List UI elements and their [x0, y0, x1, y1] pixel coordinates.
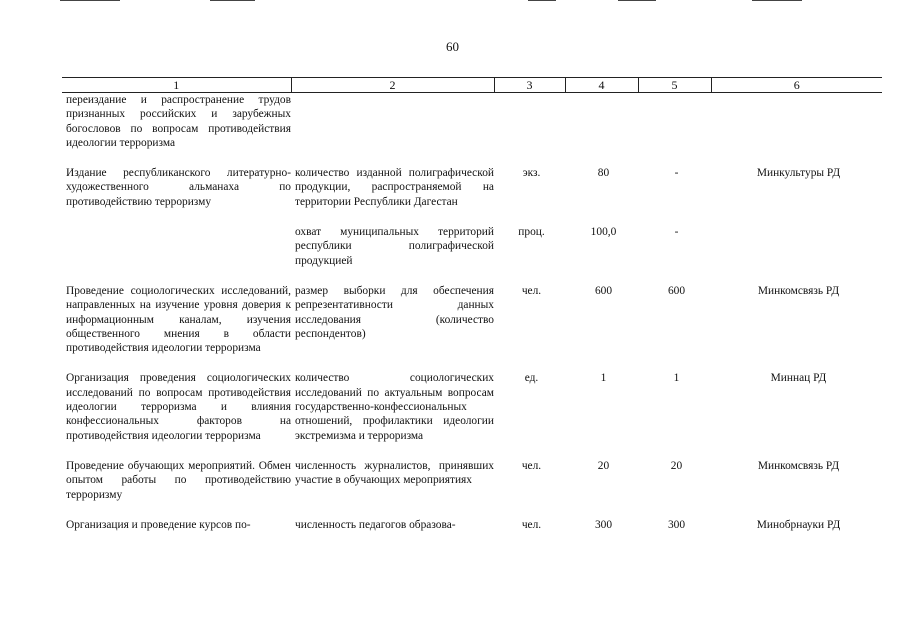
- table-row: [62, 284, 882, 371]
- indicator-cell: количество изданной полиграфической продукции, распространяемой на территории Республики Дагестан: [295, 167, 494, 208]
- value-4-cell: 20: [597, 459, 610, 472]
- executor-cell: Минобрнауки РД: [756, 518, 841, 531]
- value-4-cell: 80: [597, 167, 610, 180]
- table-row: [62, 518, 882, 532]
- indicator-cell: количество социологических исследований по актуальным вопросам государственно-конфессиональных отношений, профилактики идеологии экстремизма и терроризма: [295, 372, 494, 442]
- value-5-cell: 1: [673, 372, 680, 385]
- column-header-6: 6: [711, 78, 882, 93]
- unit-cell: ед.: [524, 372, 539, 385]
- scan-edge-mark: [60, 0, 120, 1]
- table-row: [62, 166, 882, 225]
- activity-cell: Организация проведения социологических исследований по вопросам противодействия идеологии терроризма и влияния конфессиональных факторов на противодействия идеологии терроризма: [66, 372, 291, 442]
- column-header-1: 1: [62, 78, 291, 93]
- column-header-4: 4: [565, 78, 638, 93]
- table-header-row: [62, 78, 882, 93]
- column-header-2: 2: [291, 78, 494, 93]
- executor-cell: Минкультуры РД: [756, 167, 841, 180]
- activity-cell: Проведение социологических исследований, направленных на изучение уровня доверия к информационным каналам, изучения общественного мнения в области противодействия идеологии терроризма: [66, 284, 291, 355]
- table-row: [62, 459, 882, 518]
- executor-cell: Миннац РД: [770, 372, 827, 385]
- executor-cell: Минкомсвязь РД: [757, 459, 840, 472]
- scan-edge-mark: [210, 0, 255, 1]
- indicator-cell: размер выборки для обеспечения репрезентативности данных исследования (количество респондентов): [295, 284, 494, 340]
- indicator-cell: численность педагогов образова-: [295, 518, 456, 531]
- unit-cell: экз.: [522, 167, 541, 180]
- activity-cell: [62, 225, 291, 284]
- unit-cell: чел.: [521, 518, 542, 531]
- unit-cell: [494, 93, 565, 167]
- value-5-cell: 20: [670, 459, 683, 472]
- unit-cell: чел.: [521, 284, 542, 297]
- column-header-3: 3: [494, 78, 565, 93]
- value-4-cell: 300: [594, 518, 613, 531]
- table-row: [62, 371, 882, 458]
- value-5-cell: 600: [667, 284, 686, 297]
- scan-edge-mark: [752, 0, 802, 1]
- value-4-cell: 1: [600, 372, 607, 385]
- activity-cell: переиздание и распространение трудов признанных российских и зарубежных богословов по вопросам противодействия идеологии терроризма: [66, 94, 291, 149]
- indicator-cell: численность журналистов, принявших участие в обучающих мероприятиях: [295, 459, 494, 487]
- column-header-5: 5: [638, 78, 711, 93]
- activity-cell: Издание республиканского литературно-художественного альманаха по противодействию терроризму: [66, 167, 291, 208]
- value-5-cell: -: [674, 226, 679, 239]
- value-5-cell: -: [674, 167, 679, 180]
- value-5-cell: [638, 93, 711, 167]
- unit-cell: проц.: [518, 226, 545, 239]
- table-row: [62, 225, 882, 284]
- value-4-cell: 600: [594, 284, 613, 297]
- value-4-cell: [565, 93, 638, 167]
- activity-cell: Проведение обучающих мероприятий. Обмен опытом работы по противодействию терроризму: [66, 459, 291, 501]
- executor-cell: [711, 225, 882, 284]
- unit-cell: чел.: [521, 459, 542, 472]
- scan-edge-mark: [528, 0, 556, 1]
- executor-cell: Минкомсвязь РД: [757, 284, 840, 297]
- activity-cell: Организация и проведение курсов по-: [66, 518, 251, 531]
- value-4-cell: 100,0: [590, 226, 617, 239]
- scan-edge-mark: [618, 0, 656, 1]
- value-5-cell: 300: [667, 518, 686, 531]
- page-number: 60: [446, 39, 459, 54]
- indicator-cell: [291, 93, 494, 167]
- executor-cell: [711, 93, 882, 167]
- measures-table: [62, 77, 882, 532]
- table-row: [62, 93, 882, 167]
- indicator-cell: охват муниципальных территорий республики полиграфической продукцией: [295, 226, 494, 267]
